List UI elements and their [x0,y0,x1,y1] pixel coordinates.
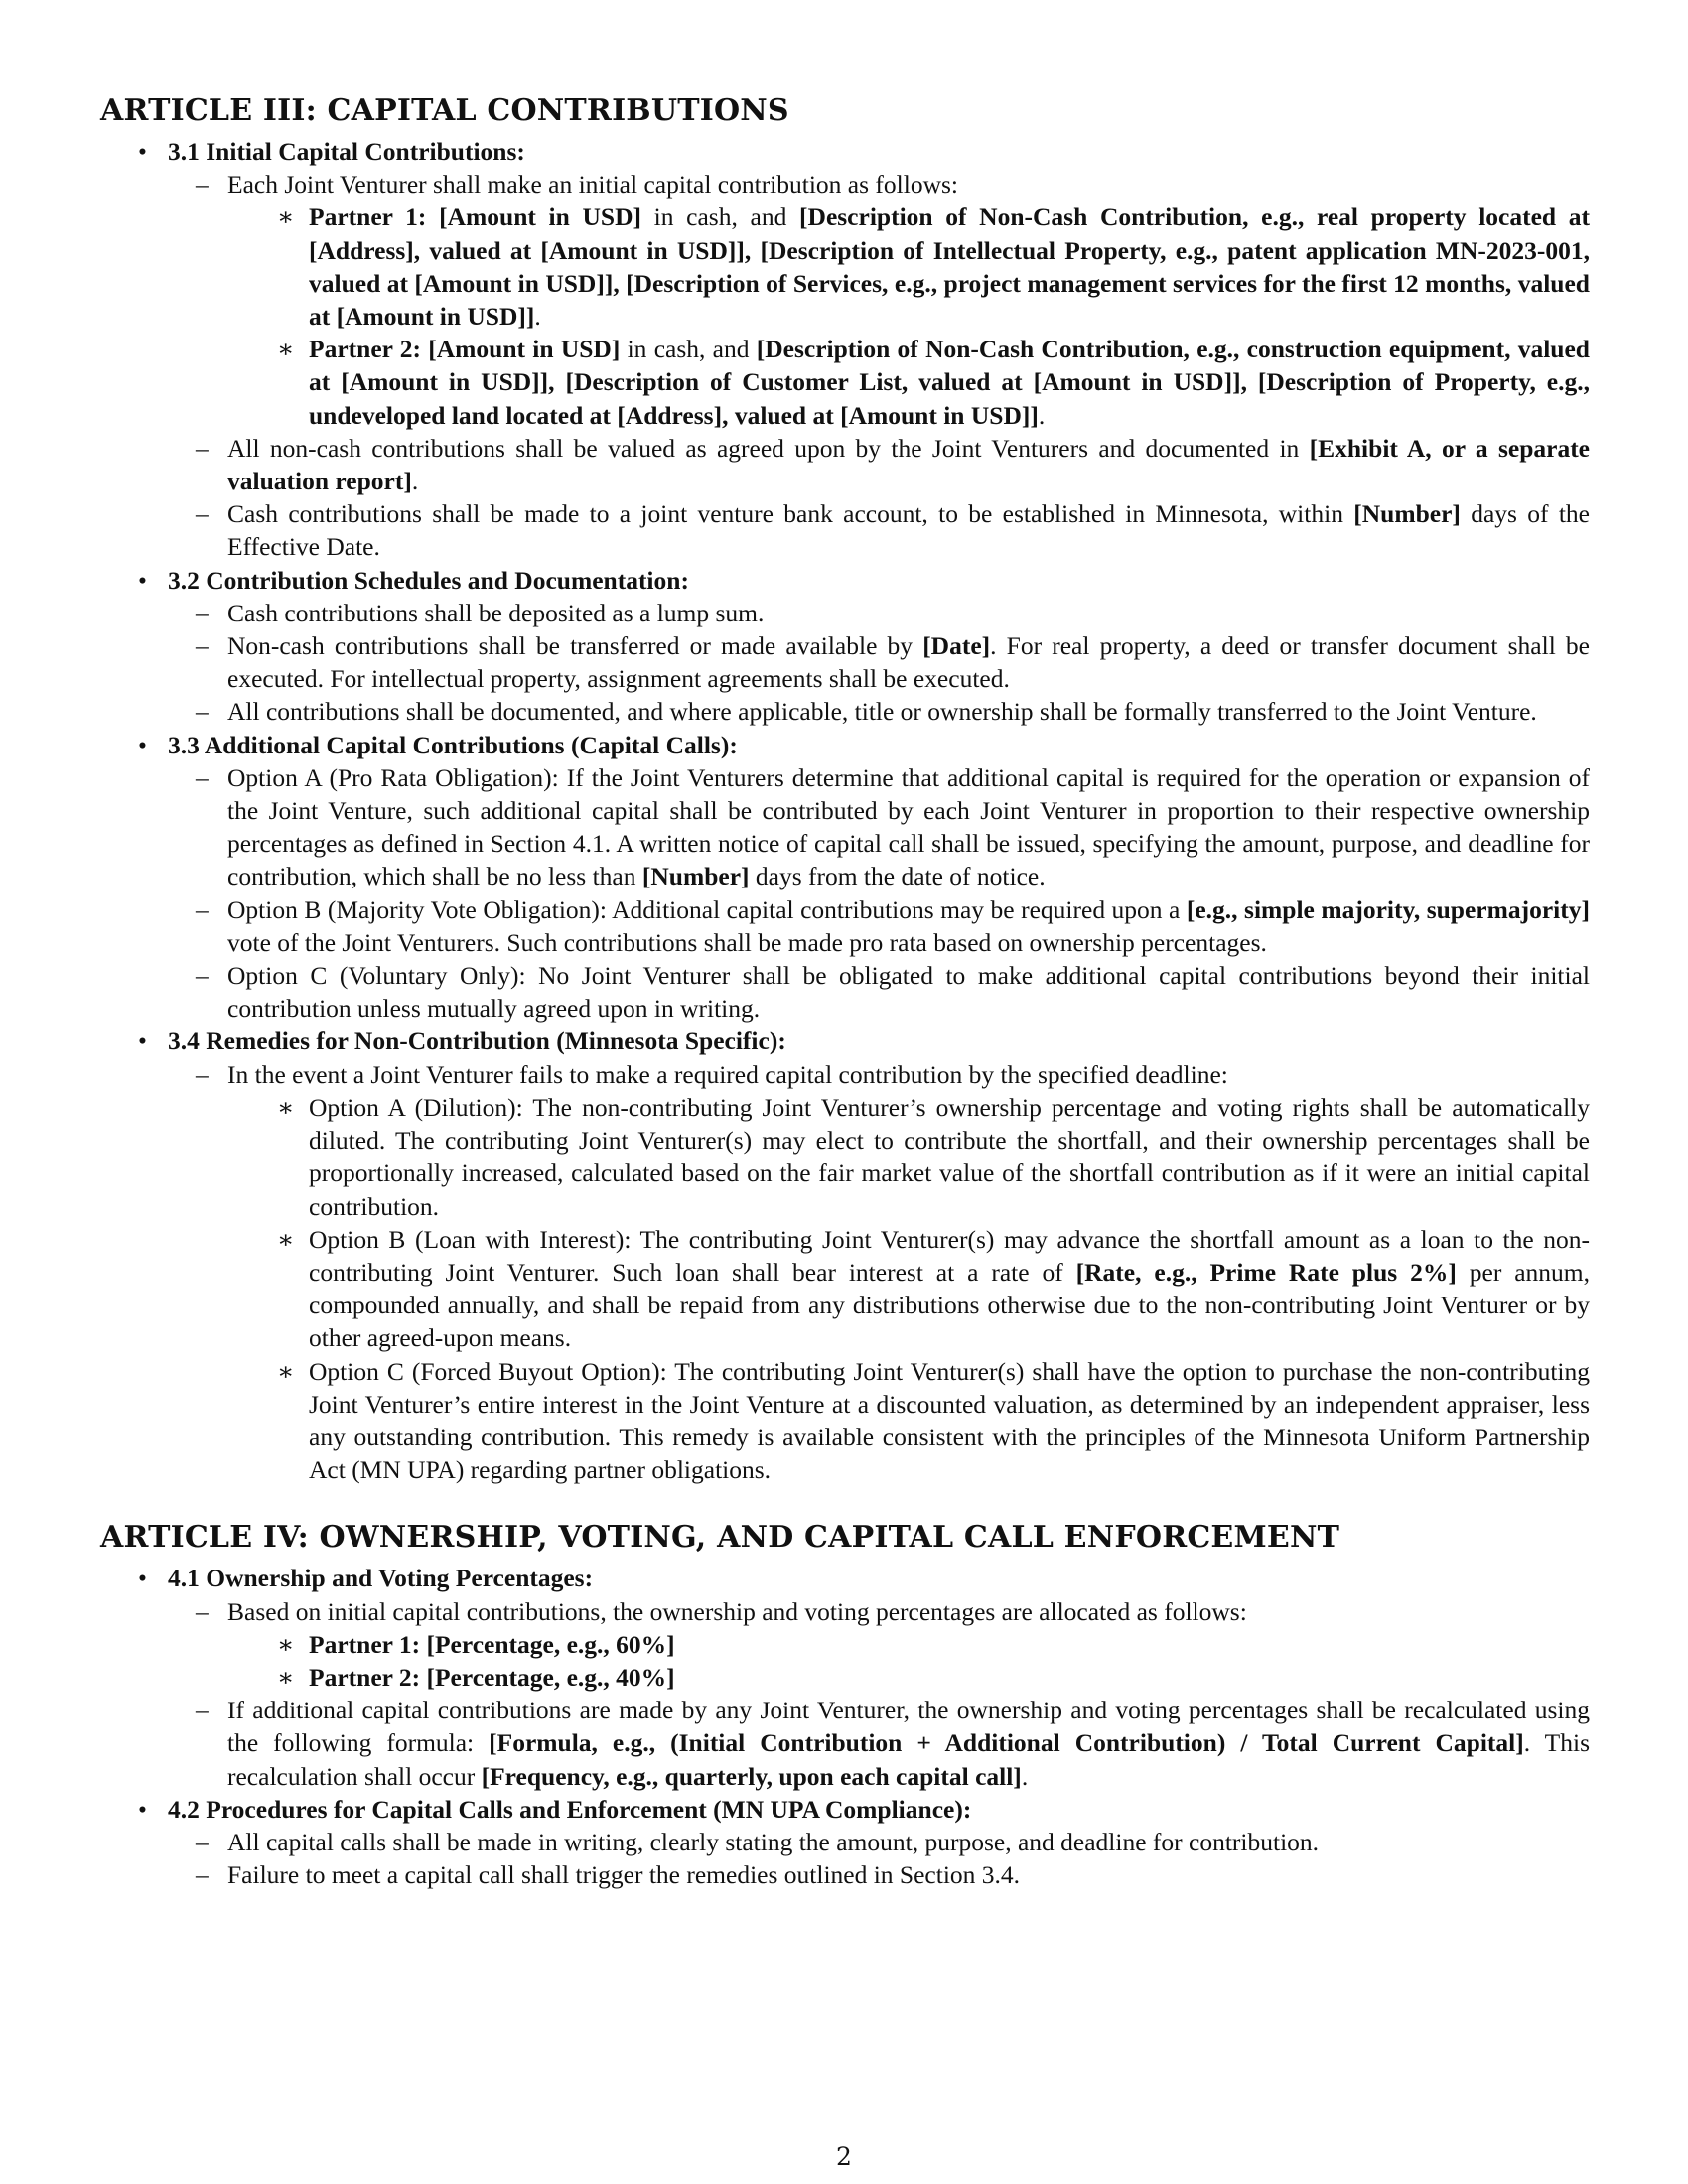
list-item: – All capital calls shall be made in writing, clearly stating the amount, purpose, and deadline for contribution. [128,1826,1590,1858]
section-3-4 [100,1024,1590,1486]
option-a-pro-rata: – Option A (Pro Rata Obligation): If the Joint Venturers determine that additional capital is required for the operation or expansion of the Joint Venture, such additional capital shall be contributed by each Joint Venturer in proportion to their respective ownership percentages as defined in Section 4.1. A written notice of capital call shall be issued, specifying the amount, purpose, and deadline for contribution, which shall be no less than [Number] days from the date of notice. [128,761,1590,893]
list-item: – In the event a Joint Venturer fails to make a required capital contribution by the specified deadline: ∗ Option A (Dilution): The non-contributing Joint Venturer’s ownership percentage and voting rights shall be automatically diluted. The contributing Joint Venturer(s) may elect to contribute the shortfall, and their ownership percentages shall be proportionally increased, calculated based on the fair market value of the shortfall contribution as if it were an initial capital contribution. ∗ Option B (Loan with Interest): The contributing Joint Venturer(s) may advance the shortfall amount as a loan to the non-contributing Joint Venturer. Such loan shall bear interest at a rate of [Rate, e.g., Prime Rate plus 2%] per annum, compounded annually, and shall be repaid from any distributions otherwise due to the non-contributing Joint Venturer or by other agreed-upon means. ∗ Option C (Forced Buyout Option): The contributing Joint Venturer(s) shall have the option to purchase the non-contributing Joint Venturer’s entire interest in the Joint Venture at a discounted valuation, as determined by an independent appraiser, less any outstanding contribution. This remedy is available consistent with the principles of the Minnesota Uniform Partnership Act (MN UPA) regarding partner obligations. [128,1058,1590,1487]
remedy-option-b-loan: ∗ Option B (Loan with Interest): The contributing Joint Venturer(s) may advance the shortfall amount as a loan to the non-contributing Joint Venturer. Such loan shall bear interest at a rate of [Rate, e.g., Prime Rate plus 2%] per annum, compounded annually, and shall be repaid from any distributions otherwise due to the non-contributing Joint Venturer or by other agreed-upon means. [128,1223,1590,1355]
placeholder-number: [Number] [1353,499,1461,529]
list-item: – Non-cash contributions shall be transferred or made available by [Date]. For real property, a deed or transfer document shall be executed. For intellectual property, assignment agreements shall be executed. [128,629,1590,695]
placeholder-formula: [Formula, e.g., (Initial Contribution + Additional Contribution) / Total Current Capital] [489,1728,1524,1758]
placeholder-frequency: [Frequency, e.g., quarterly, upon each capital call] [481,1761,1022,1791]
option-b-majority-vote: – Option B (Majority Vote Obligation): Additional capital contributions may be required upon a [e.g., simple majority, supermajority] vote of the Joint Venturers. Such contributions shall be made pro rata based on ownership percentages. [128,893,1590,959]
section-4-1 [100,1562,1590,1792]
placeholder-date: [Date] [922,631,991,661]
section-3-3 [100,729,1590,1025]
section-3-1 [100,135,1590,564]
list-item: – All contributions shall be documented, and where applicable, title or ownership shall be formally transferred to the Joint Venture. [128,695,1590,728]
list-item: – Failure to meet a capital call shall trigger the remedies outlined in Section 3.4. [128,1858,1590,1891]
partner-2-contribution: ∗ Partner 2: [Amount in USD] in cash, and [Description of Non-Cash Contribution, e.g., construction equipment, valued at [Amount in USD]], [Description of Customer List, valued at [Amount in USD]], [Description of Property, e.g., undeveloped land located at [Address], valued at [Amount in USD]]. [128,333,1590,432]
section-3-4-heading: 3.4 Remedies for Non-Contribution (Minnesota Specific): [168,1026,786,1056]
page-number: 2 [836,2142,852,2171]
remedy-option-a-dilution: ∗ Option A (Dilution): The non-contributing Joint Venturer’s ownership percentage and voting rights shall be automatically diluted. The contributing Joint Venturer(s) may elect to contribute the shortfall, and their ownership percentages shall be proportionally increased, calculated based on the fair market value of the shortfall contribution as if it were an initial capital contribution. [128,1091,1590,1223]
partner-2-label: Partner 2: [309,335,421,364]
partner-1-amount: [Amount in USD] [439,203,641,232]
list-item: – Cash contributions shall be made to a joint venture bank account, to be established in Minnesota, within [Number] days of the Effective Date. [128,497,1590,563]
placeholder-number: [Number] [641,862,750,891]
partner-1-noncash-desc: [Description of Non-Cash Contribution, e.g., real property located at [Address], valued at [Amount in USD]], [Description of Intellectual Property, e.g., patent application MN-2023-001, valued at [Amount in USD]], [Description of Services, e.g., project management services for the first 12 months, valued at [Amount in USD]] [309,203,1591,332]
list-item: – All non-cash contributions shall be valued as agreed upon by the Joint Venturers and documented in [Exhibit A, or a separate valuation report]. [128,432,1590,497]
article-iv-sections [100,1562,1590,1891]
partner-2-amount: [Amount in USD] [428,335,621,364]
article-iii-title: ARTICLE III: CAPITAL CONTRIBUTIONS [100,93,789,128]
section-4-2-heading: 4.2 Procedures for Capital Calls and Enforcement (MN UPA Compliance): [168,1794,972,1824]
article-iv-title: ARTICLE IV: OWNERSHIP, VOTING, AND CAPITAL CALL ENFORCEMENT [100,1520,1340,1556]
section-3-2-heading: 3.2 Contribution Schedules and Documentation: [168,565,689,595]
partner-1-label: Partner 1: [309,203,427,232]
remedy-option-c-buyout: ∗ Option C (Forced Buyout Option): The contributing Joint Venturer(s) shall have the option to purchase the non-contributing Joint Venturer’s entire interest in the Joint Venture at a discounted valuation, as determined by an independent appraiser, less any outstanding contribution. This remedy is available consistent with the principles of the Minnesota Uniform Partnership Act (MN UPA) regarding partner obligations. [128,1355,1590,1487]
exhibit-a-reference: [Exhibit A, or a separate valuation report] [227,433,1591,496]
section-3-1-intro: Each Joint Venturer shall make an initial capital contribution as follows: [227,170,959,200]
article-iii-sections [100,135,1590,1486]
list-item: – Cash contributions shall be deposited as a lump sum. [128,597,1590,629]
partner-2-percentage: ∗ Partner 2: [Percentage, e.g., 40%] [128,1661,1590,1694]
partner-1-contribution: ∗ Partner 1: [Amount in USD] in cash, and [Description of Non-Cash Contribution, e.g., real property located at [Address], valued at [Amount in USD]], [Description of Intellectual Property, e.g., patent application MN-2023-001, valued at [Amount in USD]], [Description of Services, e.g., project management services for the first 12 months, valued at [Amount in USD]]. [128,201,1590,333]
placeholder-vote-type: [e.g., simple majority, supermajority] [1186,894,1590,924]
list-item [128,168,1590,432]
option-c-voluntary: – Option C (Voluntary Only): No Joint Venturer shall be obligated to make additional capital contributions beyond their initial contribution unless mutually agreed upon in writing. [128,959,1590,1024]
section-3-3-heading: 3.3 Additional Capital Contributions (Capital Calls): [168,730,738,759]
section-4-1-heading: 4.1 Ownership and Voting Percentages: [168,1564,594,1593]
list-item: – Based on initial capital contributions, the ownership and voting percentages are allocated as follows: ∗ Partner 1: [Percentage, e.g., 60%] ∗ Partner 2: [Percentage, e.g., 40%] [128,1595,1590,1695]
section-3-1-heading: 3.1 Initial Capital Contributions: [168,137,525,166]
placeholder-rate: [Rate, e.g., Prime Rate plus 2%] [1075,1257,1457,1287]
section-3-2 [100,564,1590,729]
section-4-2 [100,1793,1590,1892]
list-item: – If additional capital contributions are made by any Joint Venturer, the ownership and voting percentages shall be recalculated using the following formula: [Formula, e.g., (Initial Contribution + Additional Contribution) / Total Current Capital]. This recalculation shall occur [Frequency, e.g., quarterly, upon each capital call]. [128,1694,1590,1793]
partner-2-noncash-desc: [Description of Non-Cash Contribution, e.g., construction equipment, valued at [Amount in USD]], [Description of Customer List, valued at [Amount in USD]], [Description of Property, e.g., undeveloped land located at [Address], valued at [Amount in USD]] [309,335,1590,430]
document-page [100,91,1590,1891]
partner-1-percentage: ∗ Partner 1: [Percentage, e.g., 60%] [128,1628,1590,1661]
